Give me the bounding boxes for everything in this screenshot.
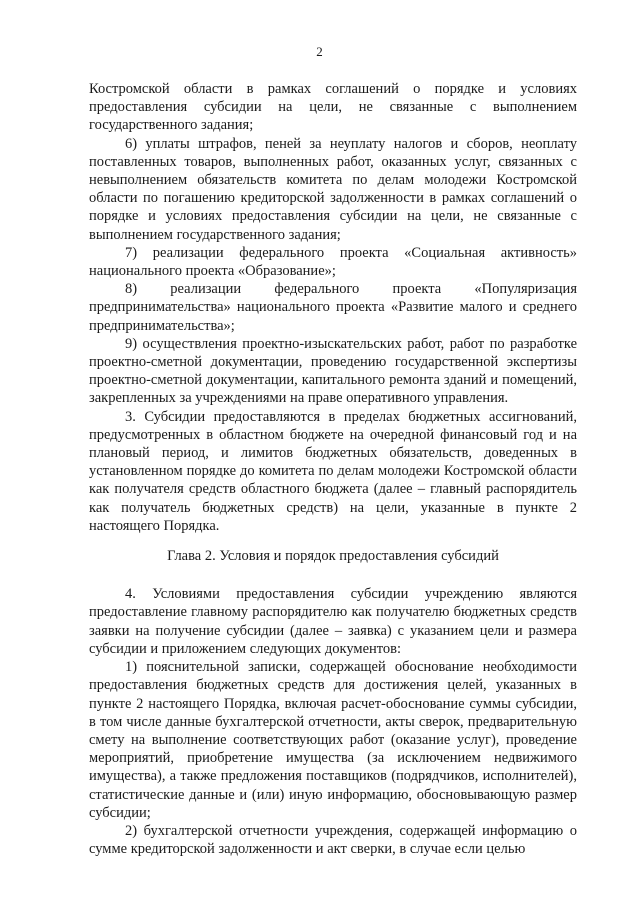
paragraph-continuation: Костромской области в рамках соглашений о порядке и условиях предоставления субсидии на цели, не связанные с выполнением государственного задания; bbox=[89, 81, 577, 134]
chapter-heading: Глава 2. Условия и порядок предоставления субсидий bbox=[167, 548, 499, 565]
paragraph-clause-4: 4. Условиями предоставления субсидии учреждению являются предоставление главному распорядителю как получателю бюджетных средств заявки на получение субсидии (далее – заявка) с указанием цели и размера субсидии и приложением следующих документов: bbox=[89, 586, 577, 657]
page-number: 2 bbox=[316, 44, 323, 59]
paragraph-subitem-1: 1) пояснительной записки, содержащей обоснование необходимости предоставления бюджетных средств для достижения целей, указанных в пункте 2 настоящего Порядка, включая расчет-обоснование суммы субсидии, в том числе данные бухгалтерской отчетности, акты сверок, предварительную смету на выполнение соответствующих работ (оказание услуг), проведение мероприятий, приобретение имущества (за исключением недвижимого имущества), а также предложения поставщиков (подрядчиков, исполнителей), статистические данные и (или) иную информацию, обосновывающую размер субсидии; bbox=[89, 659, 577, 821]
paragraph-item-6: 6) уплаты штрафов, пеней за неуплату налогов и сборов, неоплату поставленных товаров, выполненных работ, оказанных услуг, связанных с невыполнением обязательств комитета по делам молодежи Костромской области по погашению кредиторской задолженности в рамках соглашений о порядке и условиях предоставления субсидии на цели, не связанные с выполнением государственного задания; bbox=[89, 135, 577, 243]
paragraph-item-8: 8) реализации федерального проекта «Популяризация предпринимательства» национального проекта «Развитие малого и среднего предпринимательства»; bbox=[89, 281, 577, 334]
paragraph-item-7: 7) реализации федерального проекта «Социальная активность» национального проекта «Образование»; bbox=[89, 244, 577, 280]
paragraph-clause-3: 3. Субсидии предоставляются в пределах бюджетных ассигнований, предусмотренных в областном бюджете на очередной финансовый год и на плановый период, и лимитов бюджетных обязательств, доведенных в установленном порядке до комитета по делам молодежи Костромской области как получателя средств областного бюджета (далее – главный распорядитель как получатель бюджетных средств) на цели, указанные в пункте 2 настоящего Порядка. bbox=[89, 408, 577, 534]
paragraph-item-9: 9) осуществления проектно-изыскательских работ, работ по разработке проектно-сметной документации, проведению государственной экспертизы проектно-сметной документации, капитального ремонта зданий и помещений, закрепленных за учреждениями на праве оперативного управления. bbox=[89, 335, 577, 407]
paragraph-subitem-2: 2) бухгалтерской отчетности учреждения, содержащей информацию о сумме кредиторской задолженности и акт сверки, в случае если целью bbox=[89, 822, 577, 858]
document-body bbox=[89, 80, 577, 858]
